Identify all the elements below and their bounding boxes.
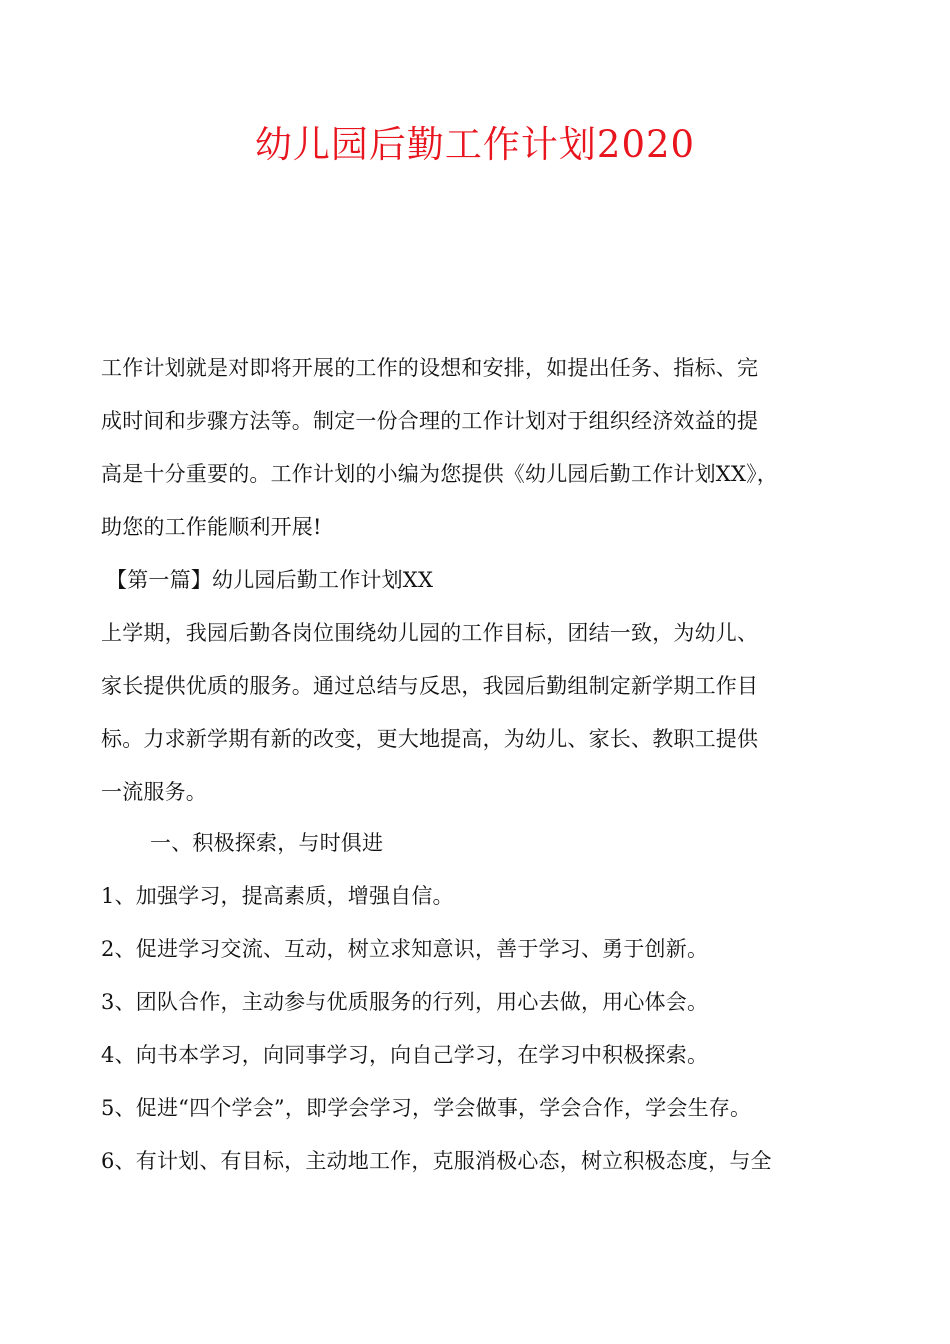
list-item: 4、向书本学习，向同事学习，向自己学习，在学习中积极探索。 (101, 1043, 709, 1067)
intro-line: 成时间和步骤方法等。制定一份合理的工作计划对于组织经济效益的提 (101, 409, 759, 433)
chapter-line: 家长提供优质的服务。通过总结与反思，我园后勤组制定新学期工作目 (101, 674, 759, 698)
list-item: 6、有计划、有目标，主动地工作，克服消极心态，树立积极态度，与全 (101, 1149, 772, 1173)
list-item: 2、促进学习交流、互动，树立求知意识，善于学习、勇于创新。 (101, 937, 709, 961)
chapter-line: 上学期，我园后勤各岗位围绕幼儿园的工作目标，团结一致，为幼儿、 (101, 621, 759, 645)
intro-line: 工作计划就是对即将开展的工作的设想和安排，如提出任务、指标、完 (101, 356, 759, 380)
document-title: 幼儿园后勤工作计划2020 (254, 123, 696, 166)
chapter-heading: 【第一篇】幼儿园后勤工作计划XX (106, 568, 434, 592)
list-item: 5、促进“四个学会”，即学会学习，学会做事，学会合作，学会生存。 (101, 1096, 752, 1120)
list-item: 3、团队合作，主动参与优质服务的行列，用心去做，用心体会。 (101, 990, 709, 1014)
intro-line: 高是十分重要的。工作计划的小编为您提供《幼儿园后勤工作计划XX》， (101, 462, 778, 486)
chapter-line: 一流服务。 (101, 780, 207, 804)
intro-line: 助您的工作能顺利开展! (101, 515, 322, 539)
chapter-line: 标。力求新学期有新的改变，更大地提高，为幼儿、家长、教职工提供 (101, 727, 759, 751)
list-item: 1、加强学习，提高素质，增强自信。 (101, 884, 454, 908)
section-heading: 一、积极探索，与时俱进 (150, 831, 384, 855)
